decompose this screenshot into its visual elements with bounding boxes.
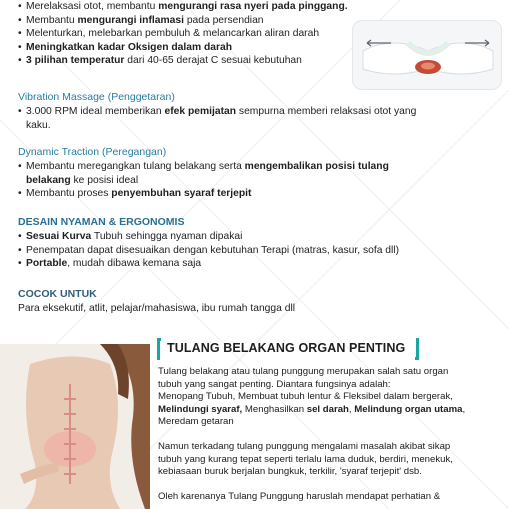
traction-item: • Membantu proses penyembuhan syaraf terjepit: [18, 187, 488, 201]
traction-section: [18, 145, 488, 201]
design-section: [18, 215, 488, 271]
traction-item: • Membantu meregangkan tulang belakang serta mengembalikan posisi tulang: [18, 160, 488, 174]
device-product-image: [352, 20, 502, 90]
paragraph-line: Meredam getaran: [158, 416, 234, 428]
section-title: Vibration Massage (Penggetaran): [18, 91, 175, 103]
section-heading: [157, 336, 419, 362]
benefit-item: • Merelaksasi otot, membantu mengurangi rasa nyeri pada pinggang.: [18, 0, 368, 14]
paragraph-line: Melindungi syaraf, Menghasilkan sel darah, Melindung organ utama,: [158, 403, 466, 415]
paragraph-line: tubuh yang kurang tepat seperti terlalu lama duduk, berdiri, menekuk,: [158, 453, 453, 465]
vibration-item: • 3.000 RPM ideal memberikan efek pemijatan sempurna memberi relaksasi otot yang: [18, 105, 488, 119]
vibration-section: [18, 90, 488, 132]
bracket-decoration: [415, 338, 419, 360]
benefit-item: • Melenturkan, melebarkan pembuluh & melancarkan aliran darah: [18, 27, 368, 41]
paragraph-line: kebiasaan buruk berjalan bungkuk, terkilir, 'syaraf terjepit' dsb.: [158, 466, 422, 478]
cocok-section: [18, 287, 488, 316]
heat-benefits-list: [18, 0, 368, 68]
paragraph-line: tubuh yang sangat penting. Diantara fungsinya adalah:: [158, 378, 391, 390]
back-pain-image: [0, 344, 150, 509]
section-title: COCOK UNTUK: [18, 288, 97, 300]
bracket-decoration: [157, 338, 161, 360]
section-title: DESAIN NYAMAN & ERGONOMIS: [18, 216, 185, 228]
paragraph-line: Namun terkadang tulang punggung mengalami masalah akibat sikap: [158, 440, 451, 452]
paragraph-line: Tulang belakang atau tulang punggung merupakan salah satu organ: [158, 366, 449, 377]
section-title: Dynamic Traction (Peregangan): [18, 146, 167, 158]
traction-item-continued: belakang ke posisi ideal: [26, 174, 139, 186]
paragraph-line: Menopang Tubuh, Membuat tubuh lentur & Fleksibel dalam bergerak,: [158, 391, 453, 403]
page-title: TULANG BELAKANG ORGAN PENTING: [167, 341, 406, 355]
massager-illustration: [353, 21, 502, 90]
paragraph-line: Oleh karenanya Tulang Punggung haruslah mendapat perhatian &: [158, 490, 441, 502]
design-item: • Penempatan dapat disesuaikan dengan kebutuhan Terapi (matras, kasur, sofa dll): [18, 244, 488, 258]
vibration-item-continued: kaku.: [26, 119, 51, 131]
tulang-belakang-section: [0, 330, 509, 509]
design-item: • Sesuai Kurva Tubuh sehingga nyaman dipakai: [18, 230, 488, 244]
cocok-text: Para eksekutif, atlit, pelajar/mahasiswa, ibu rumah tangga dll: [18, 303, 296, 314]
benefit-item: • 3 pilihan temperatur dari 40-65 derajat C sesuai kebutuhan: [18, 54, 368, 68]
benefit-item: • Meningkatkan kadar Oksigen dalam darah: [18, 41, 368, 55]
benefit-item: • Membantu mengurangi inflamasi pada persendian: [18, 14, 368, 28]
tulang-body-text: [158, 366, 500, 503]
design-item: • Portable, mudah dibawa kemana saja: [18, 257, 488, 271]
